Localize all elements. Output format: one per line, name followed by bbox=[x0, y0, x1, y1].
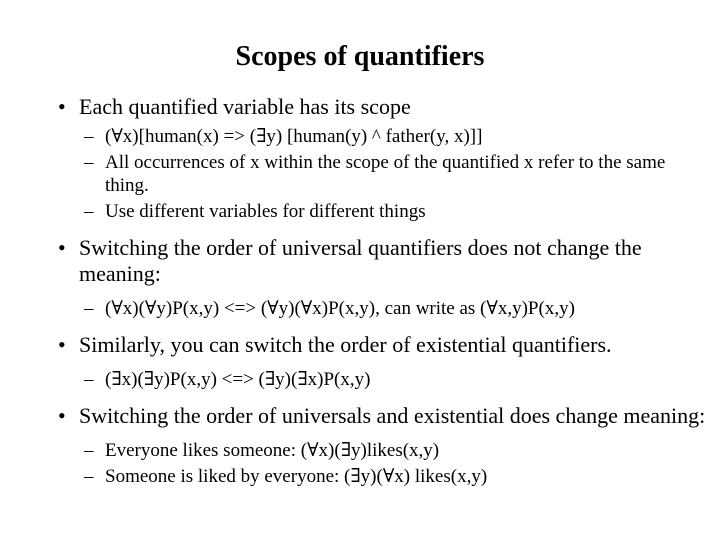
sub-bullet-marker: – bbox=[84, 466, 94, 487]
sub-bullet-marker: – bbox=[84, 152, 94, 173]
bullet-marker: • bbox=[58, 235, 66, 260]
sub-bullet-text: All occurrences of x within the scope of the quantified x refer to the same thing. bbox=[105, 152, 666, 196]
sub-bullet-text: Everyone likes someone: (∀x)(∃y)likes(x,y) bbox=[105, 440, 440, 461]
sub-bullet-marker: – bbox=[84, 201, 94, 222]
bullet-text: Switching the order of universal quantifiers does not change the meaning: bbox=[79, 235, 642, 286]
bullet-item bbox=[0, 94, 720, 120]
bullet-marker: • bbox=[58, 332, 66, 357]
slide-content bbox=[0, 94, 720, 488]
sub-bullet-item bbox=[0, 297, 720, 320]
sub-bullet-item bbox=[0, 125, 720, 148]
bullet-text: Similarly, you can switch the order of existential quantifiers. bbox=[79, 332, 612, 357]
bullet-marker: • bbox=[58, 94, 66, 119]
sub-bullet-text: (∀x)[human(x) => (∃y) [human(y) ^ father(y, x)]] bbox=[105, 126, 483, 147]
sub-bullet-text: Someone is liked by everyone: (∃y)(∀x) likes(x,y) bbox=[105, 466, 488, 487]
sub-bullet-item bbox=[0, 465, 720, 488]
bullet-marker: • bbox=[58, 403, 66, 428]
bullet-item bbox=[0, 332, 720, 358]
sub-bullet-item bbox=[0, 151, 720, 197]
sub-bullet-item bbox=[0, 200, 720, 223]
bullet-item bbox=[0, 403, 720, 429]
sub-bullet-marker: – bbox=[84, 369, 94, 390]
sub-bullet-item bbox=[0, 368, 720, 391]
sub-bullet-text: (∃x)(∃y)P(x,y) <=> (∃y)(∃x)P(x,y) bbox=[105, 369, 371, 390]
sub-bullet-text: Use different variables for different things bbox=[105, 201, 426, 222]
bullet-text: Switching the order of universals and existential does change meaning: bbox=[79, 403, 706, 428]
slide-title: Scopes of quantifiers bbox=[235, 41, 485, 72]
sub-bullet-marker: – bbox=[84, 440, 94, 461]
sub-bullet-marker: – bbox=[84, 126, 94, 147]
bullet-text: Each quantified variable has its scope bbox=[79, 94, 411, 119]
sub-bullet-marker: – bbox=[84, 298, 94, 319]
sub-bullet-item bbox=[0, 439, 720, 462]
sub-bullet-text: (∀x)(∀y)P(x,y) <=> (∀y)(∀x)P(x,y), can write as (∀x,y)P(x,y) bbox=[105, 298, 575, 319]
bullet-item bbox=[0, 235, 720, 287]
